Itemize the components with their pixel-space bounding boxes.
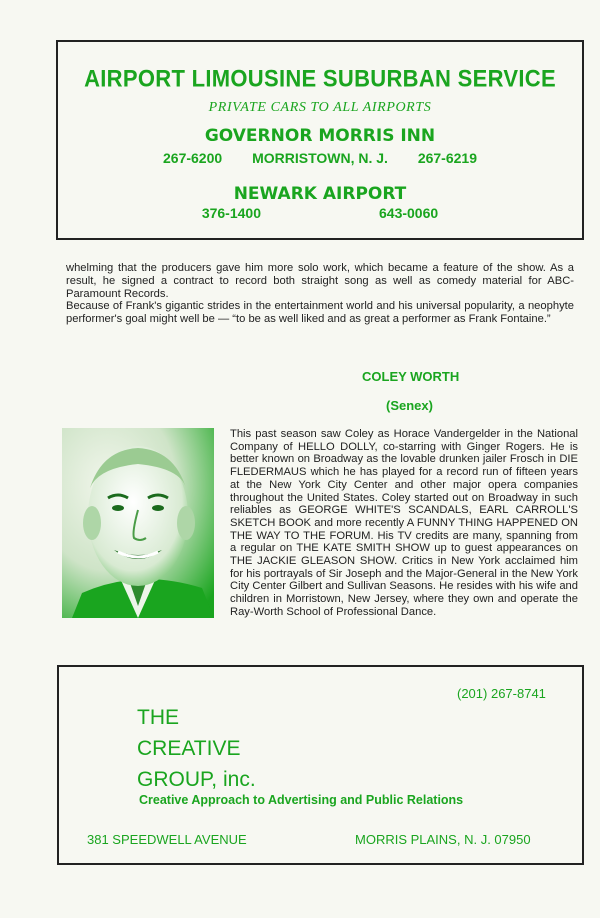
location-governor-morris-inn: GOVERNOR MORRIS INN — [204, 126, 436, 146]
ad-title: AIRPORT LIMOUSINE SUBURBAN SERVICE — [84, 64, 556, 92]
performer-role: (Senex) — [386, 398, 433, 413]
phone-number: 643-0060 — [379, 205, 439, 221]
phone-number: 376-1400 — [201, 205, 261, 221]
company-name — [137, 702, 256, 795]
street-address: 381 SPEEDWELL AVENUE — [87, 832, 247, 847]
phone-number: 267-6200 — [163, 150, 223, 166]
city-address: MORRIS PLAINS, N. J. 07950 — [355, 832, 531, 847]
paragraph: Because of Frank's gigantic strides in the entertainment world and his universal popularity, a neophyte performer's goal might well be — “to be as well liked and as great a performer as Frank Fontaine.” — [66, 300, 574, 326]
company-name-line: CREATIVE — [137, 737, 241, 760]
performer-portrait — [62, 428, 214, 618]
phone-number: 267-6219 — [417, 150, 477, 166]
intro-text — [66, 262, 574, 326]
company-name-line: GROUP, inc. — [137, 768, 256, 791]
morristown-phone-row — [58, 150, 582, 166]
ad-subtitle: PRIVATE CARS TO ALL AIRPORTS — [208, 100, 432, 115]
creative-group-ad — [57, 665, 584, 865]
performer-bio: This past season saw Coley as Horace Vandergelder in the National Company of HELLO DOLLY, co-starring with Ginger Rogers. He is better known on Broadway as the lovable drunken jailer Frosch in DIE FLEDERMAUS which he has played for a record run of fifteen years at the New York City Center and other major opera companies throughout the United States. Coley started out on Broadway in such reliables as GEORGE WHITE'S SCANDALS, EARL CARROLL'S SKETCH BOOK and more recently A FUNNY THING HAPPENED ON THE WAY TO THE FORUM. His TV credits are many, spanning from a regular on THE KATE SMITH SHOW up to guest appearances on THE JACKIE GLEASON SHOW. Critics in New York acclaimed him for his portrayals of Sir Joseph and the Major-General in the New York City Center Gilbert and Sullivan Seasons. He resides with his wife and children in Morristown, New Jersey, where they own and operate the Ray-Worth School of Professional Dance. — [230, 428, 578, 618]
performer-name: COLEY WORTH — [362, 369, 460, 384]
city-label: MORRISTOWN, N. J. — [252, 150, 388, 166]
phone-number: (201) 267-8741 — [457, 686, 546, 701]
paragraph: whelming that the producers gave him more solo work, which became a feature of the show. As a result, he signed a contract to record both straight song as well as comedy material for ABC-Paramount Records. — [66, 262, 574, 300]
newark-phone-row — [58, 205, 582, 221]
company-name-line: THE — [137, 706, 179, 729]
airport-limousine-ad — [56, 40, 584, 240]
location-newark-airport: NEWARK AIRPORT — [233, 184, 407, 204]
company-tagline: Creative Approach to Advertising and Public Relations — [139, 793, 464, 807]
